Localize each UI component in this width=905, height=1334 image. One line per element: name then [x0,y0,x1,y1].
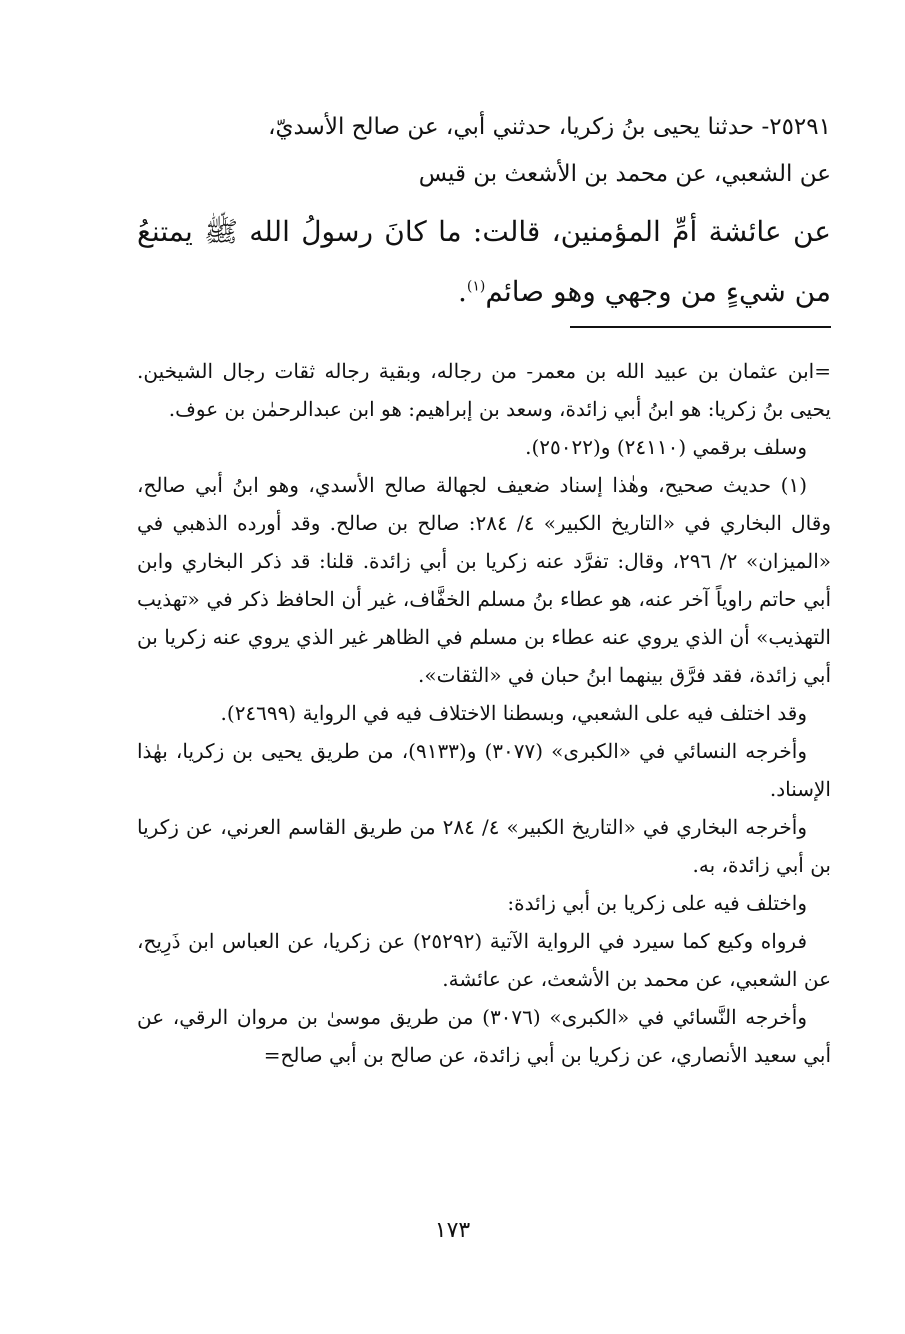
hadith-isnad [137,104,831,198]
footnote-paragraph: وأخرجه النسائي في «الكبرى» (٣٠٧٧) و(٩١٣٣)، من طريق يحيى بن زكريا، بهٰذا الإسناد. [137,739,831,801]
footnote-divider [570,326,831,328]
isnad-line-1: ٢٥٢٩١- حدثنا يحيى بنُ زكريا، حدثني أبي، عن صالح الأسديّ، [268,114,831,140]
footnote-paragraph: وقد اختلف فيه على الشعبي، وبسطنا الاختلاف فيه في الرواية (٢٤٦٩٩). [220,701,807,725]
matn-text: عن عائشة أمِّ المؤمنين، قالت: ما كانَ رسولُ الله ﷺ يمتنعُ من شيءٍ من وجهي وهو صائم [137,215,831,308]
footnote-paragraph: وأخرجه النَّسائي في «الكبرى» (٣٠٧٦) من طريق موسىٰ بن مروان الرقي، عن أبي سعيد الأنصاري، عن زكريا بن أبي زائدة، عن صالح بن أبي صالح= [137,1005,831,1067]
matn-end: . [457,275,467,308]
footnote-paragraph: واختلف فيه على زكريا بن أبي زائدة: [507,891,807,915]
footnote-reference: (١) [466,278,486,295]
footnote-paragraph: وسلف برقمي (٢٤١١٠) و(٢٥٠٢٢). [525,435,807,459]
isnad-line-2: عن الشعبي، عن محمد بن الأشعث بن قيس [418,161,831,187]
footnote-paragraph: (١) حديث صحيح، وهٰذا إسناد ضعيف لجهالة صالح الأسدي، وهو ابنُ أبي صالح، وقال البخاري في «التاريخ الكبير» ٤/ ٢٨٤: صالح بن صالح. وقد أورده الذهبي في «الميزان» ٢/ ٢٩٦، وقال: تفرَّد عنه زكريا بن أبي زائدة. قلنا: قد ذكر البخاري وابن أبي حاتم راوياً آخر عنه، هو عطاء بنُ مسلم الخفَّاف، غير أن الحافظ ذكر في «تهذيب التهذيب» أن الذي يروي عنه عطاء بن مسلم في الظاهر غير الذي يروي عنه زكريا بن أبي زائدة، فقد فرَّق بينهما ابنُ حبان في «الثقات». [137,473,832,687]
footnotes [137,352,831,1074]
footnote-paragraph: فرواه وكيع كما سيرد في الرواية الآتية (٢٥٢٩٢) عن زكريا، عن العباس ابن ذَرِيح، عن الشعبي، عن محمد بن الأشعث، عن عائشة. [137,929,831,991]
hadith-matn [137,202,831,322]
footnote-paragraph: وأخرجه البخاري في «التاريخ الكبير» ٤/ ٢٨٤ من طريق القاسم العرني، عن زكريا بن أبي زائدة، به. [137,815,831,877]
footnote-paragraph: =ابن عثمان بن عبيد الله بن معمر- من رجاله، وبقية رجاله ثقات رجال الشيخين. يحيى بنُ زكريا: هو ابنُ أبي زائدة، وسعد بن إبراهيم: هو ابن عبدالرحمٰن بن عوف. [137,359,831,421]
page-number: ١٧٣ [434,1218,471,1243]
